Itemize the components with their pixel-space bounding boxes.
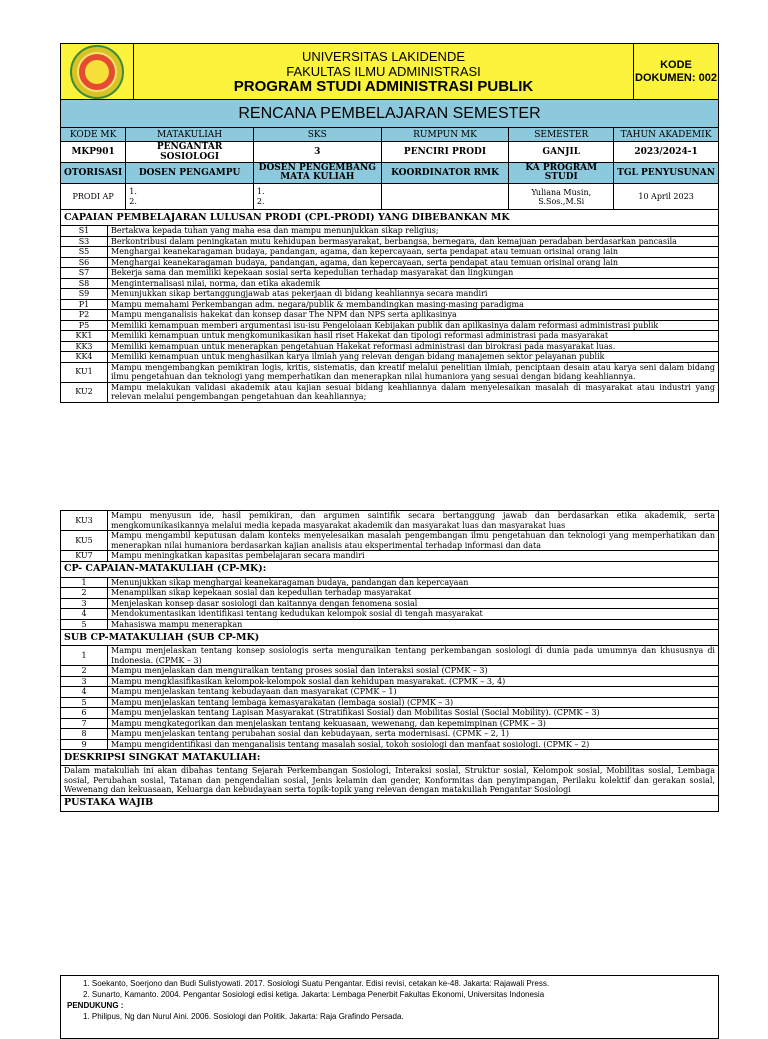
subcpmk-row [61, 646, 719, 666]
cpl-row [61, 236, 719, 247]
program-name: PROGRAM STUDI ADMINISTRASI PUBLIK [233, 78, 534, 95]
cpl-row-text: Mampu melakukan validasi akademik atau kajian sesuai bidang keahliannya dalam menyelesaikan masalah di masyarakat atau industri yang relevan melalui pengembangan pengetahuan dan keahliannya; [108, 382, 719, 402]
subcpmk-row-text: Mampu mengidentifikasi dan menganalisis tentang masalah sosial, tokoh sosiologi dan manfaat sosiologi. (CPMK – 2) [108, 739, 719, 750]
cpl-row-text: Bertakwa kepada tuhan yang maha esa dan mampu menunjukkan sikap religius; [108, 226, 719, 237]
subcpmk-section-title: SUB CP-MATAKULIAH (SUB CP-MK) [61, 630, 719, 646]
subcpmk-row-text: Mampu menjelaskan tentang perubahan sosial dan kebudayaan, serta modernisasi. (CPMK – 2, 1) [108, 729, 719, 740]
cpmk-row-text: Menjelaskan konsep dasar sosiologi dan kaitannya dengan fenomena sosial [108, 598, 719, 609]
cpmk-row-code: 4 [61, 609, 108, 620]
cpl-table [60, 209, 719, 403]
document-title: RENCANA PEMBELAJARAN SEMESTER [60, 100, 719, 128]
cpl-row [61, 511, 719, 531]
description-section-title: DESKRIPSI SINGKAT MATAKULIAH: [61, 750, 719, 766]
cpl-row [61, 226, 719, 237]
cpl-row-text: Memiliki kemampuan untuk mengkomunikasikan hasil riset Hakekat dan tipologi reformasi administrasi pada masyarakat [108, 331, 719, 342]
cpl-row-code: KK4 [61, 352, 108, 363]
authorization-value: PRODI AP [61, 184, 126, 210]
cpmk-section-title: CP- CAPAIAN-MATAKULIAH (CP-MK): [61, 561, 719, 577]
cpl-row-code: S1 [61, 226, 108, 237]
info-value: PENCIRI PRODI [381, 142, 509, 163]
authorization-label: OTORISASI [61, 163, 126, 184]
cpmk-row [61, 609, 719, 620]
subcpmk-row-code: 5 [61, 697, 108, 708]
info-label: SKS [253, 128, 381, 142]
authorization-value: 1. 2. [253, 184, 381, 210]
subcpmk-row [61, 708, 719, 719]
subcpmk-row-code: 8 [61, 729, 108, 740]
cpl-row-code: P1 [61, 299, 108, 310]
description-text: Dalam matakuliah ini akan dibahas tentang Sejarah Perkembangan Sosiologi, Interaksi sosial, Struktur sosial, Kelompok sosial, Mobilitas sosial, Lembaga sosial, Perubahan sosial, Tatanan dan pengendalian sosial, Jenis kelamin dan gender, Konformitas dan penyimpangan, Perilaku kolektif dan gerakan sosial, Wewenang dan kekuasaan, Keluarga dan kebudayaan serta topik-topik yang relevan dengan matakuliah Pengantar Sosiologi [61, 766, 719, 796]
document-header [60, 43, 719, 100]
cpl-row-code: S9 [61, 289, 108, 300]
logo-cell [61, 44, 134, 100]
cpl-row-text: Mampu meningkatkan kapasitas pembelajaran secara mandiri [108, 551, 719, 562]
cpl-row-code: P5 [61, 320, 108, 331]
cpl-row-text: Mampu mengembangkan pemikiran logis, kritis, sistematis, dan kreatif melalui penelitian ilmiah, penciptaan desain atau karya seni dalam bidang ilmu pengetahuan dan teknologi yang memperhatikan dan menerapkan nilai humaniora yang sesuai dengan bidang keahliannya. [108, 362, 719, 382]
university-logo-icon [70, 45, 124, 99]
cpl-row-text: Menghargai keanekaragaman budaya, pandangan, agama, dan kepercayaan, serta pendapat atau temuan orisinal orang lain [108, 257, 719, 268]
cpl-row [61, 320, 719, 331]
supporting-references-label: PENDUKUNG : [67, 1001, 124, 1010]
subcpmk-row-text: Mampu mengkategorikan dan menjelaskan tentang kekuasaan, wewenang, dan kepemimpinan (CPMK – 3) [108, 718, 719, 729]
cpl-row-text: Menghargai keanekaragaman budaya, pandangan, agama, dan kepercayaan, serta pendapat atau temuan orisinal orang lain [108, 247, 719, 258]
course-info-table [60, 127, 719, 210]
faculty-name: FAKULTAS ILMU ADMINISTRASI [286, 64, 481, 79]
cpl-row [61, 551, 719, 562]
cpl-row [61, 278, 719, 289]
authorization-value: 1. 2. [126, 184, 254, 210]
cpmk-row-text: Menampilkan sikap kepekaan sosial dan kepedulian terhadap masyarakat [108, 588, 719, 599]
cpl-row [61, 289, 719, 300]
reference-item: 2. Sunarto, Kamanto. 2004. Pengantar Sosiologi edisi ketiga. Jakarta: Lembaga Penerbit Fakultas Ekonomi, Universitas Indonesia [83, 990, 545, 999]
cpl-row-text: Mampu memahami Perkembangan adm. negara/publik & membandingkan masing-masing paradigma [108, 299, 719, 310]
authorization-value: 10 April 2023 [614, 184, 719, 210]
document-code: KODE DOKUMEN: 002 [634, 44, 719, 100]
subcpmk-row [61, 697, 719, 708]
subcpmk-row-code: 2 [61, 666, 108, 677]
cpl-row-code: KU7 [61, 551, 108, 562]
university-name: UNIVERSITAS LAKIDENDE [301, 49, 466, 64]
cpl-row-text: Mampu menyusun ide, hasil pemikiran, dan argumen saintifik secara bertanggung jawab dan berdasarkan etika akademik, serta mengkomunikasikannya melalui media kepada masyarakat akademik dan masyarakat luas dan masyarakat luas [108, 511, 719, 531]
cpl-row-code: S6 [61, 257, 108, 268]
cpmk-row [61, 598, 719, 609]
references-section-title: PUSTAKA WAJIB [61, 795, 719, 811]
subcpmk-row-code: 9 [61, 739, 108, 750]
cpl-row [61, 382, 719, 402]
authorization-label: KOORDINATOR RMK [381, 163, 509, 184]
info-label: MATAKULIAH [126, 128, 254, 142]
course-outcomes-table [60, 510, 719, 812]
info-value: PENGANTAR SOSIOLOGI [126, 142, 254, 163]
cpl-row-text: Menginternalisasi nilai, norma, dan etika akademik [108, 278, 719, 289]
info-label: RUMPUN MK [381, 128, 509, 142]
cpl-row-text: Memiliki kemampuan untuk menerapkan pengetahuan Hakekat reformasi administrasi dan birokrasi pada masyarakat luas. [108, 341, 719, 352]
cpl-row [61, 331, 719, 342]
cpl-row-text: Berkontribusi dalam peningkatan mutu kehidupan bermasyarakat, berbangsa, bernegara, dan kemajuan peradaban berdasarkan pancasila [108, 236, 719, 247]
subcpmk-row [61, 718, 719, 729]
info-label: KODE MK [61, 128, 126, 142]
cpl-row [61, 352, 719, 363]
cpl-row [61, 299, 719, 310]
subcpmk-row-text: Mampu mengklasifikasikan kelompok-kelompok sosial dan kehidupan masyarakat. (CPMK – 3, 4) [108, 676, 719, 687]
reference-item: 1. Soekanto, Soerjono dan Budi Sulistyowati. 2017. Sosiologi Suatu Pengantar. Edisi revisi, cetakan ke-48. Jakarta: Rajawali Press. [83, 979, 550, 988]
cpl-row-text: Menunjukkan sikap bertanggungjawab atas pekerjaan di bidang keahliannya secara mandiri [108, 289, 719, 300]
cpl-row-code: KK1 [61, 331, 108, 342]
cpl-row-code: KU5 [61, 531, 108, 551]
cpmk-row-code: 1 [61, 577, 108, 588]
subcpmk-row-code: 6 [61, 708, 108, 719]
cpl-row-code: P2 [61, 310, 108, 321]
cpl-row-code: S8 [61, 278, 108, 289]
subcpmk-row-text: Mampu menjelaskan dan menguraikan tentang proses sosial dan interaksi sosial (CPMK – 3) [108, 666, 719, 677]
cpl-row-code: KK3 [61, 341, 108, 352]
cpmk-row-text: Mendokumentasikan identifikasi tentang kedudukan kelompok sosial di tengah masyarakat [108, 609, 719, 620]
cpl-row-code: KU1 [61, 362, 108, 382]
cpl-row-text: Mampu mengambil keputusan dalam konteks menyelesaikan masalah pengembangan ilmu pengetahuan dan teknologi yang memperhatikan dan menerapkan nilai humaniora berdasarkan kajian analisis atau eksperimental terhadap informasi dan data [108, 531, 719, 551]
cpmk-row-code: 5 [61, 619, 108, 630]
info-value: MKP901 [61, 142, 126, 163]
subcpmk-row-code: 4 [61, 687, 108, 698]
authorization-value [381, 184, 509, 210]
subcpmk-row-code: 1 [61, 646, 108, 666]
cpmk-row-text: Mahasiswa mampu menerapkan [108, 619, 719, 630]
reference-list [60, 975, 719, 1039]
authorization-label: KA PROGRAM STUDI [509, 163, 614, 184]
cpl-row-code: KU3 [61, 511, 108, 531]
cpmk-row-code: 3 [61, 598, 108, 609]
cpmk-row [61, 619, 719, 630]
cpl-row-code: S7 [61, 268, 108, 279]
info-value: GANJIL [509, 142, 614, 163]
cpmk-row-text: Menunjukkan sikap menghargai keanekaragaman budaya, pandangan dan kepercayaan [108, 577, 719, 588]
cpl-row-text: Mampu menganalisis hakekat dan konsep dasar The NPM dan NPS serta aplikasinya [108, 310, 719, 321]
subcpmk-row [61, 687, 719, 698]
reference-item: 1. Philipus, Ng dan Nurul Aini. 2006. Sosiologi dan Politik. Jakarta: Raja Grafindo Persada. [83, 1012, 404, 1021]
cpl-row-code: S3 [61, 236, 108, 247]
cpl-row-text: Bekerja sama dan memiliki kepekaan sosial serta kepedulian terhadap masyarakat dan lingkungan [108, 268, 719, 279]
subcpmk-row [61, 729, 719, 740]
info-label: TAHUN AKADEMIK [614, 128, 719, 142]
cpl-row-text: Memiliki kemampuan untuk menghasilkan karya ilmiah yang relevan dengan bidang manajemen sektor pelayanan publik [108, 352, 719, 363]
info-value: 2023/2024-1 [614, 142, 719, 163]
subcpmk-row-text: Mampu menjelaskan tentang konsep sosiologis serta menguraikan tentang perkembangan sosiologi di dunia pada umumnya dan khususnya di Indonesia. (CPMK – 3) [108, 646, 719, 666]
cpl-row [61, 268, 719, 279]
cpl-row [61, 362, 719, 382]
subcpmk-row-text: Mampu menjelaskan tentang lembaga kemasyarakatan (lembaga sosial) (CPMK – 3) [108, 697, 719, 708]
subcpmk-row-code: 7 [61, 718, 108, 729]
subcpmk-row [61, 666, 719, 677]
info-label: SEMESTER [509, 128, 614, 142]
info-value: 3 [253, 142, 381, 163]
cpl-row [61, 531, 719, 551]
subcpmk-row-code: 3 [61, 676, 108, 687]
cpl-row-text: Memiliki kemampuan memberi argumentasi isu-isu Pengelolaan Kebijakan publik dan apilkasinya dalam reformasi administrasi publik [108, 320, 719, 331]
cpmk-row-code: 2 [61, 588, 108, 599]
subcpmk-row [61, 676, 719, 687]
authorization-label: DOSEN PENGAMPU [126, 163, 254, 184]
cpl-row [61, 341, 719, 352]
cpl-row [61, 247, 719, 258]
cpl-row-code: KU2 [61, 382, 108, 402]
cpmk-row [61, 588, 719, 599]
cpl-row [61, 310, 719, 321]
authorization-label: DOSEN PENGEMBANG MATA KULIAH [253, 163, 381, 184]
header-titles [134, 44, 634, 100]
subcpmk-row-text: Mampu menjelaskan tentang Lapisan Masyarakat (Stratifikasi Sosial) dan Mobilitas Sosial (Social Mobility). (CPMK – 3) [108, 708, 719, 719]
subcpmk-row [61, 739, 719, 750]
cpl-section-title: CAPAIAN PEMBELAJARAN LULUSAN PRODI (CPL-PRODI) YANG DIBEBANKAN MK [61, 210, 719, 226]
authorization-value: Yuliana Musin, S.Sos.,M.Si [509, 184, 614, 210]
subcpmk-row-text: Mampu menjelaskan tentang kebudayaan dan masyarakat (CPMK – 1) [108, 687, 719, 698]
cpmk-row [61, 577, 719, 588]
cpl-row-code: S5 [61, 247, 108, 258]
authorization-label: TGL PENYUSUNAN [614, 163, 719, 184]
cpl-row [61, 257, 719, 268]
